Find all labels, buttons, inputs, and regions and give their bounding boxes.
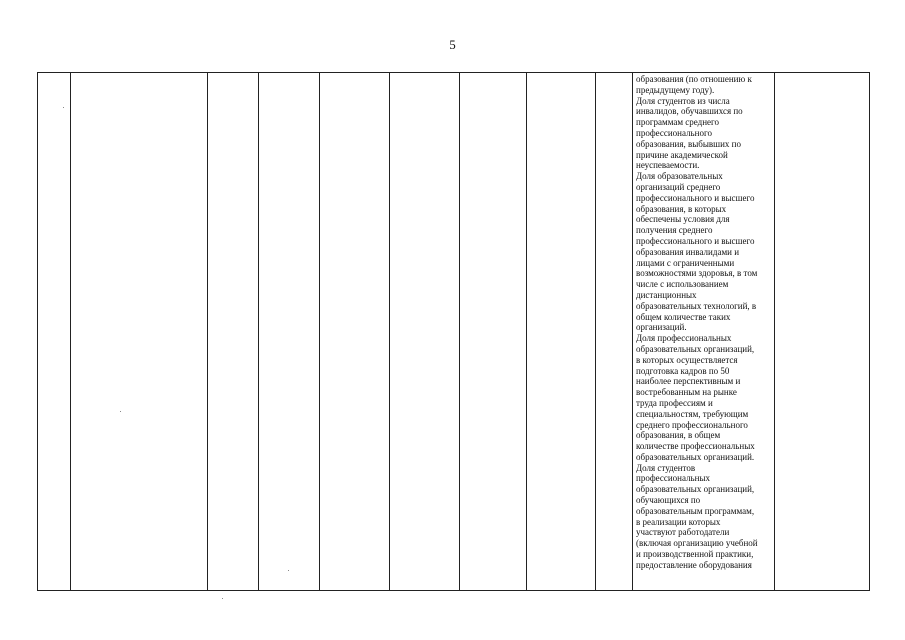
- table-cell-indicators: [633, 73, 775, 591]
- indicator-paragraph: Доля студентов из числа инвалидов, обучавшихся по программам среднего профессионального образования, выбывших по причине академической неуспеваемости.: [636, 95, 743, 171]
- table-cell-col6: [390, 73, 460, 591]
- table-cell-number: [38, 73, 71, 591]
- table-cell-last: [775, 73, 870, 591]
- table-cell-col4: [259, 73, 320, 591]
- scan-speck: [120, 411, 121, 412]
- table-cell-col5: [320, 73, 390, 591]
- indicator-paragraph: образования (по отношению к предыдущему году).: [636, 74, 752, 95]
- table-cell-col9: [596, 73, 633, 591]
- scan-speck: [63, 107, 64, 108]
- page-number: 5: [449, 37, 456, 52]
- scan-speck: [288, 570, 289, 571]
- table-cell-col3: [208, 73, 259, 591]
- program-table: [37, 72, 870, 591]
- indicator-paragraph: Доля образовательных организаций среднего профессионального и высшего образования, в которых обеспечены условия для получения среднего профессионального и высшего образования инвалидами и лицами с ограниченными возможностями здоровья, в том числе с использованием дистанционных образовательных технологий, в общем количестве таких организаций.: [636, 171, 758, 333]
- indicator-paragraph: Доля профессиональных образовательных организаций, в которых осуществляется подготовка кадров по 50 наиболее перспективным и востребованным на рынке труда профессиям и специальностям, требующим среднего профессионального образования, в общем количестве профессиональных образовательных организаций.: [636, 333, 755, 462]
- scan-speck: [222, 598, 223, 599]
- table-cell-col8: [527, 73, 596, 591]
- table-cell-name: [71, 73, 208, 591]
- table-row: [38, 73, 870, 591]
- indicator-paragraph: Доля студентов профессиональных образовательных организаций, обучающихся по образовательным программам, в реализации которых участвуют работодатели (включая организацию учебной и производственной практики, предоставление оборудования: [636, 462, 758, 570]
- table-cell-col7: [460, 73, 527, 591]
